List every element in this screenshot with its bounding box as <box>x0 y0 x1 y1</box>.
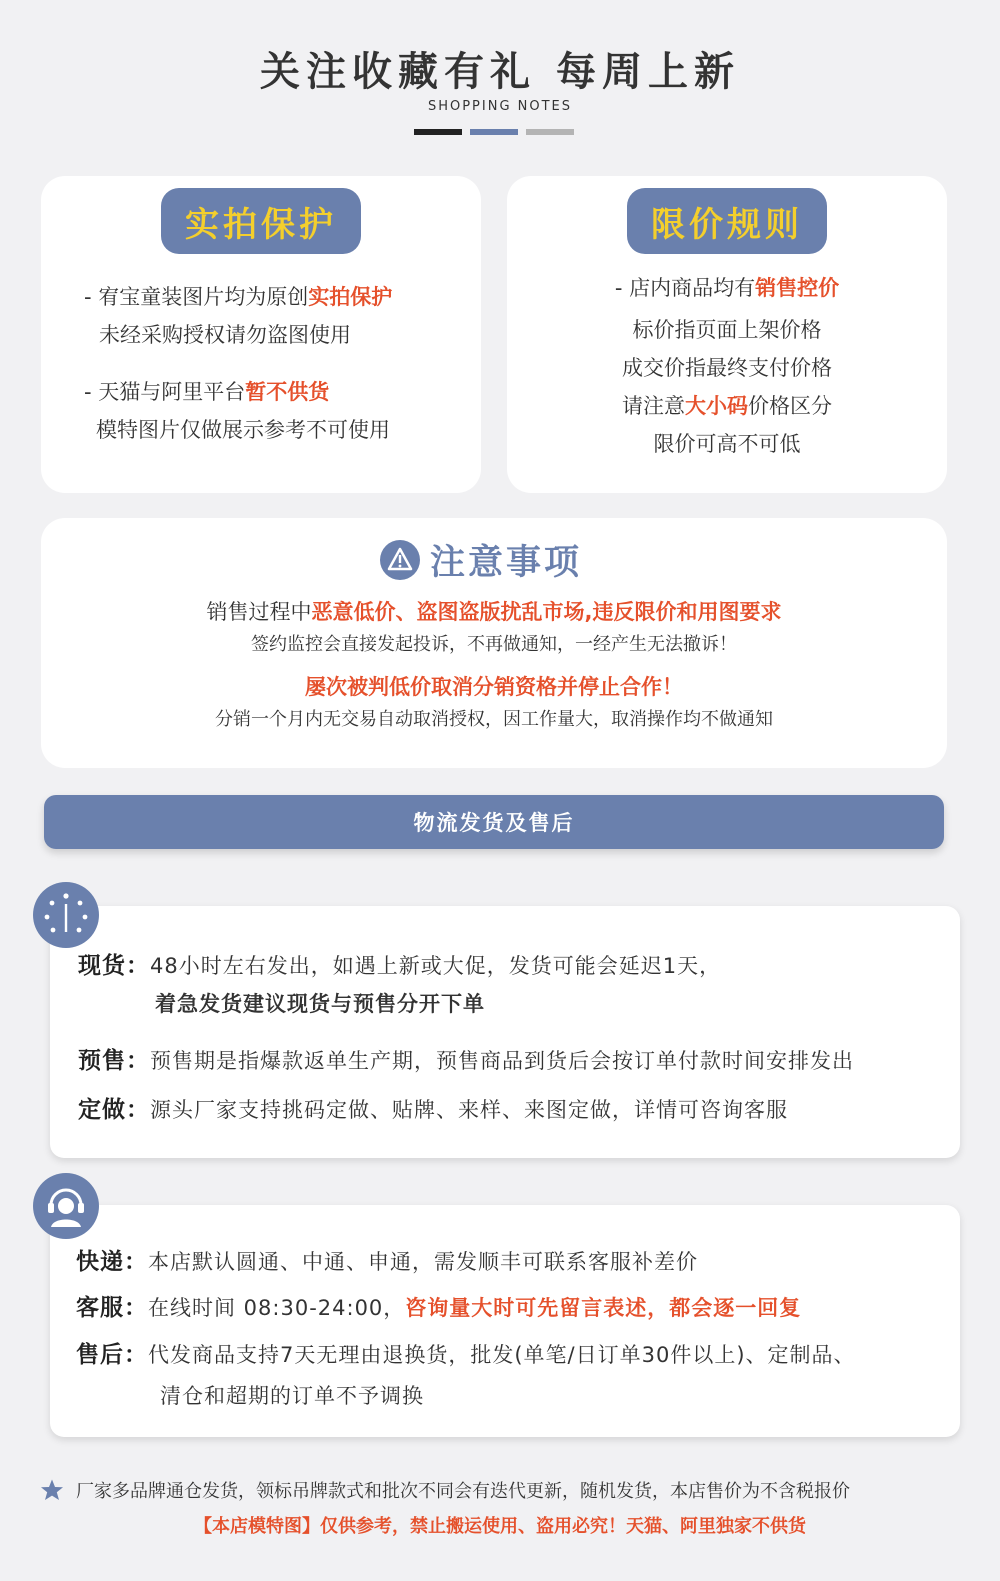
page-subtitle: SHOPPING NOTES <box>427 99 573 114</box>
footer-line-2: 【本店模特图】仅供参考，禁止搬运使用、盗用必究！天猫、阿里独家不供货 <box>194 1516 806 1537</box>
price-line-2: 标价指页面上架价格 <box>632 318 822 342</box>
photo-line-2: 未经采购授权请勿盗图使用 <box>99 323 351 347</box>
after-sale-row-2: 清仓和超期的订单不予调换 <box>160 1384 424 1408</box>
photo-line-3: - 天猫与阿里平台暂不供货 <box>84 380 330 404</box>
after-sale-row: 售后：代发商品支持7天无理由退换货，批发(单笔/日订单30件以上)、定制品、 <box>76 1342 856 1368</box>
customer-service-icon <box>33 1173 99 1239</box>
price-line-5: 限价可高不可低 <box>653 432 801 456</box>
divider-bar-dark <box>414 129 462 135</box>
photo-line-4: 模特图片仅做展示参考不可使用 <box>96 418 390 442</box>
customer-service-row: 客服：在线时间 08:30-24:00，咨询量大时可先留言表述，都会逐一回复 <box>76 1295 802 1321</box>
stock-row: 现货：48小时左右发出，如遇上新或大促，发货可能会延迟1天， <box>78 953 722 979</box>
notice-card <box>41 518 947 768</box>
price-line-1: - 店内商品均有销售控价 <box>614 276 840 300</box>
stock-note: 着急发货建议现货与预售分开下单 <box>155 992 485 1016</box>
clock-icon <box>33 882 99 948</box>
page-title: 关注收藏有礼 每周上新 <box>260 49 740 95</box>
logistics-banner: 物流发货及售后 <box>44 795 944 849</box>
notice-line-3: 屡次被判低价取消分销资格并停止合作！ <box>305 675 683 699</box>
divider-bar-gray <box>526 129 574 135</box>
price-line-4: 请注意大小码价格区分 <box>622 394 832 418</box>
notice-line-2: 签约监控会直接发起投诉，不再做通知，一经产生无法撤诉！ <box>251 634 737 655</box>
star-icon <box>40 1478 64 1502</box>
warning-icon <box>380 540 420 580</box>
divider-bar-blue <box>470 129 518 135</box>
notice-title: 注意事项 <box>430 543 583 583</box>
price-rule-card <box>507 176 947 493</box>
notice-heading <box>380 538 582 582</box>
footer-line-1: 厂家多品牌通仓发货，领标吊牌款式和批次不同会有迭代更新，随机发货，本店售价为不含税报价 <box>40 1477 850 1503</box>
price-rule-badge: 限价规则 <box>627 188 827 254</box>
price-line-3: 成交价指最终支付价格 <box>622 356 832 380</box>
presale-row: 预售：预售期是指爆款返单生产期，预售商品到货后会按订单付款时间安排发出 <box>78 1048 854 1074</box>
photo-protection-badge: 实拍保护 <box>161 188 361 254</box>
express-row: 快递：本店默认圆通、中通、申通，需发顺丰可联系客服补差价 <box>76 1249 698 1275</box>
photo-line-1: - 宥宝童装图片均为原创实拍保护 <box>84 285 393 309</box>
custom-row: 定做：源头厂家支持挑码定做、贴牌、来样、来图定做，详情可咨询客服 <box>78 1097 788 1123</box>
notice-line-4: 分销一个月内无交易自动取消授权，因工作量大，取消操作均不做通知 <box>215 709 773 730</box>
photo-protection-card <box>41 176 481 493</box>
notice-line-1: 销售过程中恶意低价、盗图盗版扰乱市场,违反限价和用图要求 <box>206 600 782 624</box>
